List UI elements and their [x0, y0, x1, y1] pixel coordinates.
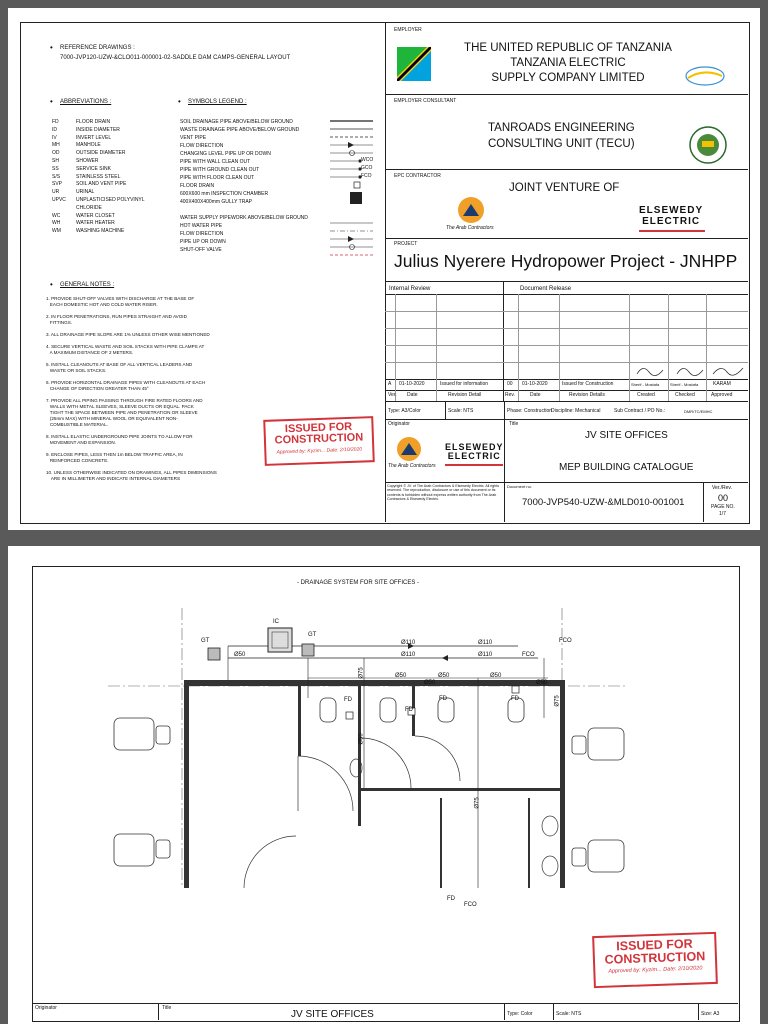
title-line-2: MEP BUILDING CATALOGUE	[559, 462, 694, 473]
tb-line	[385, 328, 748, 329]
epc-label: EPC CONTRACTOR	[394, 173, 441, 179]
consultant-label: EMPLOYER CONSULTANT	[394, 98, 457, 104]
symbol-legend-row: HOT WATER PIPE	[180, 223, 223, 229]
abbreviation-text: STAINLESS STEEL	[76, 173, 121, 180]
general-note: 6. PROVIDE HORIZONTAL DRAINAGE PIPES WITH CLEANOUTS AT EACH CHANGE OF DIRECTION GREATER THAN 45°	[46, 380, 206, 391]
abbreviation-text: SERVICE SINK	[76, 165, 111, 172]
abbreviation-code: IV	[52, 134, 57, 141]
abbreviation-code: WH	[52, 220, 61, 227]
abbreviation-text: MANHOLE	[76, 142, 101, 149]
abbreviation-text: UNPLASTICISED POLYVINYL	[76, 197, 145, 203]
employer-name: THE UNITED REPUBLIC OF TANZANIA TANZANIA ELECTRIC SUPPLY COMPANY LIMITED	[464, 42, 672, 84]
symbol-legend-row: FLOOR DRAIN	[180, 183, 215, 189]
abbreviation-code: SVP	[52, 181, 63, 188]
abbreviation-code: FD	[52, 119, 59, 125]
footer-originator-label: Originator	[35, 1005, 57, 1011]
issued-for-construction-stamp	[263, 416, 375, 466]
symbol-legend-row: PIPE WITH WALL CLEAN OUT	[180, 159, 251, 165]
rev-right-checked: Sherif - Mostafa	[670, 382, 699, 387]
fd-label-1: FD	[344, 697, 352, 703]
dia-75-a: Ø75	[358, 667, 365, 679]
title-divider	[385, 22, 386, 522]
abbreviation-code: WC	[52, 212, 61, 219]
stamp-line-1: ISSUED FOR	[284, 420, 353, 436]
scale-field: Scale: NTS	[448, 408, 474, 414]
document-number: 7000-JVP540-UZW-&MLD010-001001	[522, 497, 685, 508]
fd-label-4: FD	[511, 696, 519, 702]
tb-vline	[504, 1003, 505, 1020]
symbol-legend-row: WASTE DRAINAGE PIPE ABOVE/BELOW GROUND	[180, 127, 300, 133]
fco-label-2: FCO	[522, 652, 535, 658]
general-note: 7. PROVIDE ALL PIPING PASSING THROUGH FIRE RATED FLOORS AND WALLS WITH METAL SLEEVES, SLEEVE DUCTS OR EQUAL. PACK TIGHT THE SPACE BETWEEN PIPE AND PENETRATION OR SLEEVE (25mm MAX) WITH MINERAL WOOL OR EQUIVALENT NON- COMBUSTIBLE MATERIAL.	[46, 398, 203, 427]
originator-elsewedy-text: ELSEWEDY ELECTRIC	[445, 442, 504, 462]
abbreviation-row	[52, 142, 101, 148]
copyright-notice: Copyright © JV. of The Arab Contractors & Elsewedy Electric. All rights reserved. The reproduction, disclosure or use of this document or its contents is forbidden without express written authority from The Arab Contractors & Elsewedy Electric.	[387, 484, 500, 502]
wco-tag: WCO	[361, 157, 374, 163]
tb-vline	[158, 1003, 159, 1020]
sheet-2	[8, 546, 760, 1024]
abbreviation-text: INVERT LEVEL	[76, 134, 112, 141]
verrev-value: 00	[718, 493, 729, 503]
page-value: 1/7	[719, 511, 726, 517]
discipline-field: Discipline: Mechanical	[551, 408, 601, 414]
tb-line	[385, 390, 748, 391]
footer-size: Size: A3	[701, 1011, 720, 1017]
dia-50-a: Ø50	[234, 652, 246, 658]
consultant-name: TANROADS ENGINEERING CONSULTING UNIT (TECU)	[488, 122, 635, 150]
symbols-graphics	[328, 116, 378, 266]
symbol-legend-row: WATER SUPPLY PIPEWORK ABOVE/BELOW GROUND	[180, 215, 308, 221]
hdr-right-rev: Rev.	[505, 392, 515, 398]
abbreviation-code: UR	[52, 189, 60, 196]
symbol-legend-row: PIPE WITH GROUND CLEAN OUT	[180, 167, 260, 173]
tb-vline	[706, 294, 707, 401]
reference-value: 7000-JVP120-UZW-&CLO011-000001-02-SADDLE DAM CAMPS-GENERAL LAYOUT	[60, 55, 291, 61]
symbol-legend-row: VENT PIPE	[180, 135, 207, 141]
joint-venture-label: JOINT VENTURE OF	[509, 182, 620, 194]
symbols-heading: • SYMBOLS LEGEND :	[188, 99, 247, 105]
tb-line	[385, 94, 748, 95]
tb-vline	[436, 294, 437, 401]
rev-right-rev: 00	[507, 381, 513, 387]
general-note: 10. UNLESS OTHERWISE INDICATED ON DRAWINGS, ALL PIPES DIMENSIONS ARE IN MILLIMETER AND INDICATE INTERNAL DIAMETERS	[46, 470, 217, 481]
gco-tag: GCO	[361, 165, 373, 171]
dia-110-d: Ø110	[478, 652, 493, 658]
hdr-right-date: Date	[530, 392, 541, 398]
originator-arab-name: The Arab Contractors	[388, 463, 436, 469]
tb-line	[385, 294, 748, 295]
tb-vline	[518, 294, 519, 401]
rev-right-detail: Issued for Construction	[562, 381, 614, 387]
hdr-right-checked: Checked	[675, 392, 695, 398]
tb-vline	[559, 294, 560, 401]
hdr-right-created: Created	[637, 392, 655, 398]
abbreviation-text: INSIDE DIAMETER	[76, 126, 120, 133]
abbreviation-row	[52, 181, 126, 187]
abbreviation-code: OD	[52, 150, 60, 157]
arab-contractors-logo-icon	[395, 436, 423, 462]
general-note: 3. ALL DRAINAGE PIPE SLOPE ARE 1% UNLESS OTHER WISE MENTIONED	[46, 332, 210, 337]
abbreviation-code: UPVC	[52, 197, 66, 203]
tb-line	[385, 401, 748, 402]
tb-vline	[703, 482, 704, 522]
rev-left-ver: A	[388, 381, 392, 387]
project-name: Julius Nyerere Hydropower Project - JNHPP	[394, 251, 738, 271]
symbol-legend-row: 400X400X400mm GULLY TRAP	[180, 199, 252, 205]
footer-title: JV SITE OFFICES	[291, 1009, 374, 1020]
dia-75-b: Ø75	[474, 797, 481, 809]
dia-75-c: Ø75	[554, 695, 561, 707]
page-label: PAGE NO.	[711, 504, 735, 510]
general-note: 1. PROVIDE SHUT-OFF VALVES WITH DISCHARGE AT THE BASE OF EACH DOMESTIC HOT AND COLD WATER RISER.	[46, 296, 195, 307]
tb-line	[385, 345, 748, 346]
title-line-1: JV SITE OFFICES	[585, 430, 668, 441]
revision-table	[385, 282, 748, 401]
symbol-legend-row: FLOW DIRECTION	[180, 231, 224, 237]
reference-heading: • REFERENCE DRAWINGS :	[60, 45, 135, 51]
symbol-legend-row: PIPE WITH FLOOR CLEAN OUT	[180, 175, 255, 181]
abbreviation-row	[52, 213, 115, 219]
stamp-line-2: CONSTRUCTION	[604, 948, 706, 967]
rev-right-date: 01-10-2020	[522, 381, 548, 387]
ic-label: IC	[273, 619, 279, 625]
abbreviation-code: SH	[52, 158, 59, 164]
fd-label-2: FD	[439, 696, 447, 702]
hdr-left-date: Date	[407, 392, 418, 398]
rev-left-detail: Issued for information	[440, 381, 489, 387]
tb-vline	[503, 282, 504, 401]
footer-scale: Scale: NTS	[556, 1011, 582, 1017]
internal-review-label: Internal Review	[389, 286, 431, 292]
elsewedy-underline	[639, 230, 705, 232]
abbreviation-row	[52, 135, 111, 141]
dia-50-f: Ø50	[536, 680, 548, 686]
dia-110-c: Ø110	[401, 652, 416, 658]
dia-50-c: Ø50	[438, 673, 450, 679]
dia-50-e: Ø50	[424, 680, 436, 686]
tb-vline	[698, 1003, 699, 1020]
tb-line	[385, 311, 748, 312]
abbreviation-row	[52, 158, 99, 164]
abbreviation-row	[52, 228, 124, 234]
drawing-heading: - DRAINAGE SYSTEM FOR SITE OFFICES -	[297, 580, 420, 586]
rev-right-created: Sherif - Mostafa	[631, 382, 660, 387]
dia-50-d: Ø50	[490, 673, 502, 679]
title-label: Title	[509, 421, 519, 427]
elsewedy-underline	[445, 464, 503, 466]
abbreviation-code: WM	[52, 228, 61, 235]
abbreviation-row	[52, 166, 111, 172]
abbreviation-text: FLOOR DRAIN	[76, 119, 111, 125]
subcontract-field: Sub Contract / PO No.:	[614, 408, 666, 414]
dia-110-a: Ø110	[401, 640, 416, 646]
abbreviation-row	[52, 205, 102, 211]
abbreviation-text: WATER HEATER	[76, 220, 115, 227]
stamp-line-2: CONSTRUCTION	[274, 431, 364, 447]
signatures-icon	[635, 362, 745, 380]
abbreviation-row	[52, 197, 145, 203]
employer-label: EMPLOYER	[394, 27, 422, 33]
arab-contractors-logo-icon	[457, 196, 485, 224]
phase-field: Phase: Construction	[507, 408, 553, 414]
dia-50-g: Ø50	[358, 733, 365, 745]
symbol-legend-row: 600X600 mm INSPECTION CHAMBER	[180, 191, 269, 197]
drainage-plan	[108, 608, 628, 888]
abbreviation-code: ID	[52, 126, 57, 133]
tb-line	[385, 419, 748, 420]
tb-vline	[445, 401, 446, 419]
tb-vline	[668, 294, 669, 401]
abbreviation-code: SS	[52, 165, 59, 172]
abbreviation-code: S/S	[52, 173, 61, 180]
general-note: 9. ENCLOSE PIPES, LESS THEN 1m BELOW TRAFFIC AREA, IN REINFORCED CONCRETE.	[46, 452, 183, 463]
stamp-approved: Approved by: Kyzim... Date: 2/10/2020	[608, 965, 703, 975]
subcontract-number: DMR/TC/EMHC	[684, 409, 713, 414]
issued-for-construction-stamp	[592, 932, 718, 988]
symbol-legend-row: SHUT-OFF VALVE	[180, 247, 222, 253]
docno-label: Document no.	[507, 484, 532, 489]
symbol-legend-row: SOIL DRAINAGE PIPE ABOVE/BELOW GROUND	[180, 119, 293, 125]
sheet-1	[8, 8, 760, 530]
fd-label-3: FD	[405, 707, 413, 713]
tb-line	[385, 238, 748, 239]
tecu-seal-icon	[688, 125, 728, 165]
general-notes-heading: • GENERAL NOTES :	[60, 282, 114, 288]
originator-label: Originator	[388, 421, 410, 427]
tb-vline	[553, 1003, 554, 1020]
abbreviation-row	[52, 127, 120, 133]
type-field: Type: A3/Color	[388, 408, 421, 414]
footer-title-label: Title	[162, 1005, 172, 1011]
abbreviation-text: WATER CLOSET	[76, 212, 115, 219]
symbol-legend-row: PIPE UP OR DOWN	[180, 239, 226, 245]
symbol-legend-row: CHANGING LEVEL PIPE UP OR DOWN	[180, 151, 271, 157]
fco-label-1: FCO	[559, 638, 572, 644]
tb-line	[385, 169, 748, 170]
abbreviation-text: SHOWER	[76, 158, 99, 164]
fd-label-5: FD	[447, 896, 455, 902]
project-label: PROJECT	[394, 241, 418, 247]
dia-110-b: Ø110	[478, 640, 493, 646]
abbreviations-heading: • ABBREVIATIONS :	[60, 99, 111, 105]
tb-line	[385, 482, 748, 483]
abbreviation-row	[52, 189, 94, 195]
abbreviation-row	[52, 119, 110, 125]
hdr-left-ver: Ver.	[388, 392, 397, 398]
abbreviation-row	[52, 150, 125, 156]
tb-line	[32, 1003, 738, 1004]
abbreviation-code: MH	[52, 142, 60, 149]
fco-tag: FCO	[361, 173, 372, 179]
tb-vline	[395, 294, 396, 401]
hdr-right-detail: Revision Details	[569, 392, 605, 398]
tb-vline	[629, 294, 630, 401]
stamp-approved: Approved by: Kyzim... Date: 2/10/2020	[276, 446, 363, 456]
document-release-label: Document Release	[520, 286, 572, 292]
footer-type: Type: Color	[507, 1011, 533, 1017]
rev-left-date: 01-10-2020	[399, 381, 425, 387]
abbreviation-row	[52, 174, 120, 180]
symbol-legend-row: FLOW DIRECTION	[180, 143, 224, 149]
general-note: 2. IN FLOOR PENETRATIONS, RUN PIPES STRAIGHT AND AVOID FITTINGS.	[46, 314, 187, 325]
abbreviation-text: WASHING MACHINE	[76, 228, 125, 235]
abbreviation-text: SOIL AND VENT PIPE	[76, 181, 127, 188]
general-note: 5. INSTALL CLEANOUTS AT BASE OF ALL VERTICAL LEADERS AND WASTE OR SOIL STACKS.	[46, 362, 193, 373]
elsewedy-logo-text: ELSEWEDY ELECTRIC	[639, 205, 704, 227]
general-note: 4. SECURE VERTICAL WASTE AND SOIL STACKS WITH PIPE CLAMPS AT A MAXIMUM DISTANCE OF 2 METERS.	[46, 344, 205, 355]
dia-50-b: Ø50	[395, 673, 407, 679]
arab-contractors-name: The Arab Contractors	[446, 225, 494, 231]
stamp-line-1: ISSUED FOR	[616, 936, 693, 954]
rev-right-approved: KARAM	[713, 381, 731, 387]
hdr-left-detail: Revision Detail	[448, 392, 482, 398]
abbreviation-text: CHLORIDE	[76, 204, 102, 211]
tanesco-logo-icon	[684, 64, 726, 88]
tanzania-flag-icon	[397, 47, 431, 81]
verrev-label: Ver./Rev.	[712, 485, 732, 491]
abbreviation-text: OUTSIDE DIAMETER	[76, 150, 126, 157]
fco-label-3: FCO	[464, 902, 477, 908]
abbreviation-row	[52, 220, 115, 226]
hdr-right-approved: Approved	[711, 392, 733, 398]
gt-label-2: GT	[308, 632, 317, 638]
general-note: 8. INSTALL ELASTIC UNDERGROUND PIPE JOINTS TO ALLOW FOR MOVEMENT AND EXPANSION.	[46, 434, 193, 445]
abbreviation-text: URINAL	[76, 189, 95, 196]
gt-label-1: GT	[201, 638, 210, 644]
